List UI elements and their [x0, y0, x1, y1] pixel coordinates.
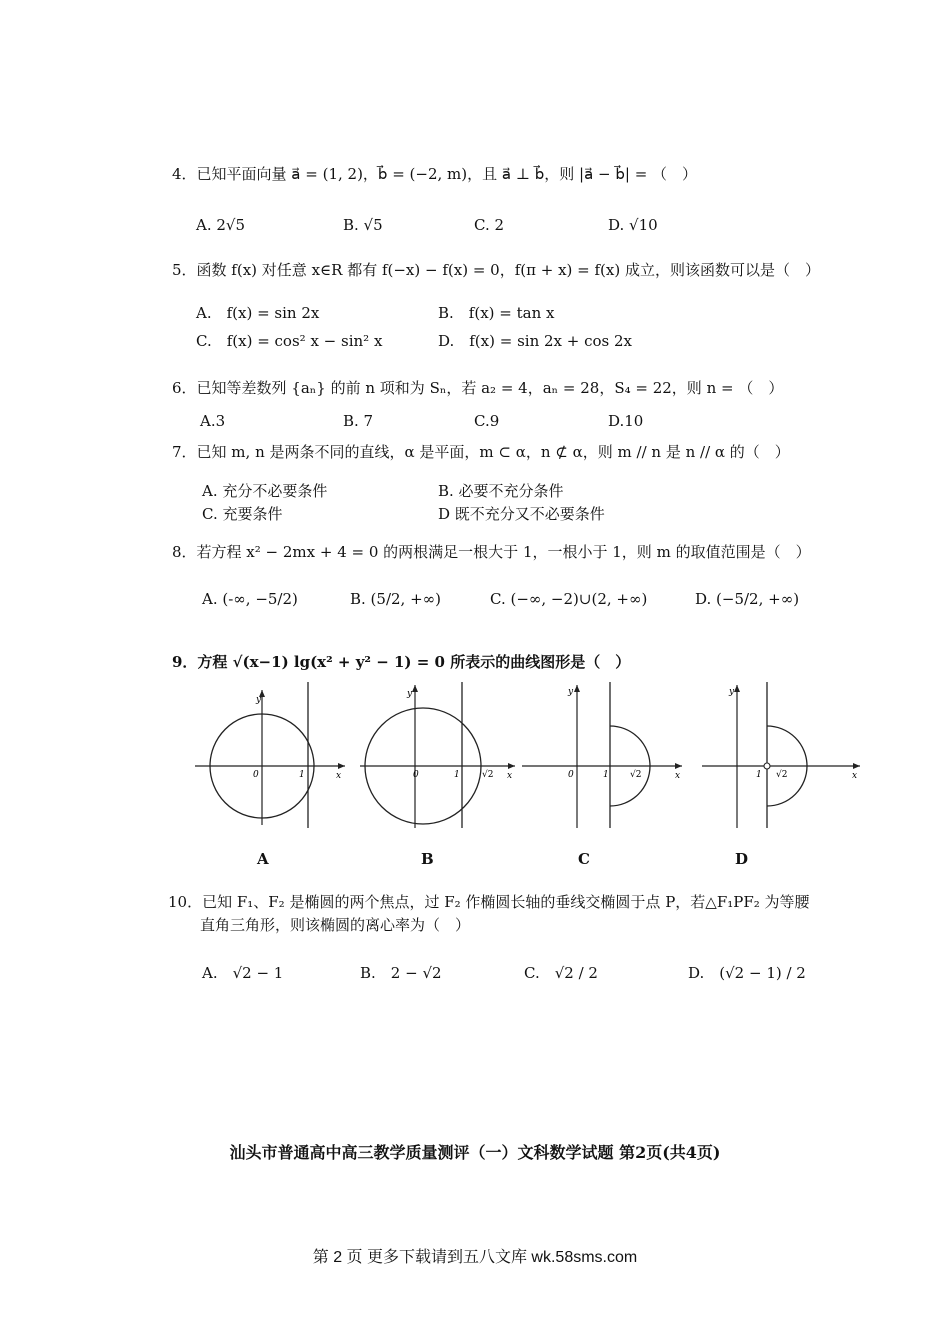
- svg-text:x: x: [852, 771, 858, 781]
- q5-option-c: C. f(x) = cos² x − sin² x: [196, 332, 383, 350]
- graph-a-label: A: [257, 850, 269, 868]
- q6-option-a: A.3: [200, 412, 226, 430]
- q10-option-d: D. (√2 − 1) / 2: [688, 964, 806, 982]
- q7-option-d: D 既不充分又不必要条件: [438, 505, 605, 523]
- q6-option-b: B. 7: [343, 412, 374, 430]
- q4-option-b: B. √5: [343, 216, 383, 234]
- question-10-stem-line2: 直角三角形，则该椭圆的离心率为（ ）: [200, 916, 471, 934]
- graph-b-label: B: [421, 850, 434, 868]
- svg-text:x: x: [507, 771, 513, 781]
- question-5-stem: 5．函数 f(x) 对任意 x∈R 都有 f(−x) − f(x) = 0，f(π + x) = f(x) 成立，则该函数可以是（ ）: [172, 261, 820, 279]
- graph-c-label: C: [578, 850, 590, 868]
- q4-option-c: C. 2: [474, 216, 505, 234]
- q6-option-d: D.10: [608, 412, 644, 430]
- svg-text:0: 0: [413, 770, 419, 780]
- q10-option-b: B. 2 − √2: [360, 964, 442, 982]
- page-footer: 汕头市普通高中高三教学质量测评（一）文科数学试题 第2页(共4页): [229, 1143, 721, 1162]
- q7-option-a: A. 充分不必要条件: [202, 482, 328, 500]
- svg-text:1: 1: [756, 770, 762, 780]
- graph-c: [520, 680, 685, 830]
- q10-option-a: A. √2 − 1: [202, 964, 284, 982]
- q4-option-d: D. √10: [608, 216, 658, 234]
- svg-text:√2: √2: [630, 770, 642, 780]
- q8-option-d: D. (−5/2, +∞): [695, 590, 800, 608]
- svg-text:1: 1: [603, 770, 609, 780]
- question-9-stem: 9．方程 √(x−1) lg(x² + y² − 1) = 0 所表示的曲线图形是（ ）: [172, 653, 631, 671]
- svg-text:y: y: [256, 695, 262, 705]
- question-7-stem: 7．已知 m, n 是两条不同的直线，α 是平面，m ⊂ α，n ⊄ α，则 m // n 是 n // α 的（ ）: [172, 443, 790, 461]
- q7-option-b: B. 必要不充分条件: [438, 482, 564, 500]
- svg-text:x: x: [336, 771, 342, 781]
- q5-option-b: B. f(x) = tan x: [438, 304, 555, 322]
- q5-option-a: A. f(x) = sin 2x: [196, 304, 320, 322]
- svg-text:y: y: [568, 687, 574, 697]
- q4-option-a: A. 2√5: [196, 216, 246, 234]
- question-10-stem-line1: 10．已知 F₁、F₂ 是椭圆的两个焦点，过 F₂ 作椭圆长轴的垂线交椭圆于点 P，若△F₁PF₂ 为等腰: [168, 893, 810, 911]
- question-4-stem: 4．已知平面向量 a⃗ = (1, 2)，b⃗ = (−2, m)，且 a⃗ ⊥ b⃗，则 |a⃗ − b⃗| = （ ）: [172, 165, 698, 183]
- graph-a: [190, 680, 350, 830]
- q8-option-a: A. (-∞, −5/2): [202, 590, 298, 608]
- svg-text:1: 1: [299, 770, 305, 780]
- q7-option-c: C. 充要条件: [202, 505, 283, 523]
- svg-text:1: 1: [454, 770, 460, 780]
- svg-text:y: y: [407, 689, 413, 699]
- graph-d: [700, 680, 865, 830]
- graph-b: [355, 680, 520, 830]
- graph-d-label: D: [735, 850, 749, 868]
- question-6-stem: 6．已知等差数列 {aₙ} 的前 n 项和为 Sₙ，若 a₂ = 4，aₙ = 28，S₄ = 22，则 n = （ ）: [172, 379, 784, 397]
- svg-text:x: x: [675, 771, 681, 781]
- q6-option-c: C.9: [474, 412, 500, 430]
- download-note: 第 2 页 更多下载请到五八文库 wk.58sms.com: [312, 1249, 638, 1266]
- svg-text:0: 0: [568, 770, 574, 780]
- q5-option-d: D. f(x) = sin 2x + cos 2x: [438, 332, 633, 350]
- svg-text:0: 0: [253, 770, 259, 780]
- svg-text:√2: √2: [776, 770, 788, 780]
- q10-option-c: C. √2 / 2: [524, 964, 598, 982]
- svg-text:y: y: [729, 687, 735, 697]
- question-8-stem: 8．若方程 x² − 2mx + 4 = 0 的两根满足一根大于 1，一根小于 1，则 m 的取值范围是（ ）: [172, 543, 811, 561]
- q8-option-b: B. (5/2, +∞): [350, 590, 442, 608]
- svg-text:√2: √2: [482, 770, 494, 780]
- q8-option-c: C. (−∞, −2)∪(2, +∞): [490, 590, 648, 608]
